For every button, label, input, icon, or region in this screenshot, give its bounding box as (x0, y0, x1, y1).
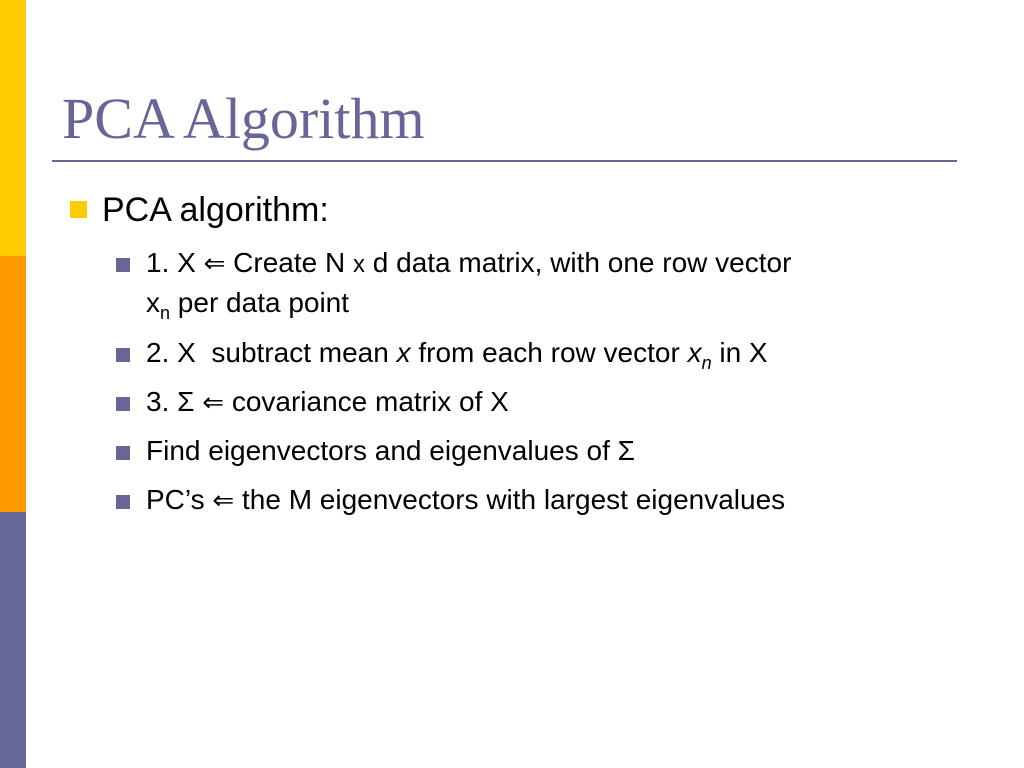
square-bullet-icon (116, 258, 130, 272)
main-bullet-text: PCA algorithm: (102, 191, 329, 229)
step-2-text: 2. X subtract mean x from each row vector $x_n$ in X (146, 337, 768, 373)
side-bar-purple-segment (0, 512, 26, 768)
square-bullet-icon (116, 348, 130, 362)
yellow-square-bullet-icon (70, 201, 87, 218)
left-arrow-icon: ⇐ (202, 388, 225, 418)
step-5-text: PC’s ⇐ the M eigenvectors with largest eigenvalues (146, 484, 786, 516)
step-3-text: 3. Σ ⇐ covariance matrix of X (146, 386, 509, 418)
square-bullet-icon (116, 397, 130, 411)
slide-title: PCA Algorithm (62, 86, 425, 151)
square-bullet-icon (116, 495, 130, 509)
title-underline (52, 160, 957, 162)
side-color-bar (0, 0, 26, 768)
step-1-line-2: $x_n$ per data point (146, 287, 350, 323)
left-arrow-icon: ⇐ (212, 486, 235, 516)
left-arrow-icon: ⇐ (203, 249, 226, 279)
step-4-text: Find eigenvectors and eigenvalues of Σ (146, 435, 635, 466)
step-1-text: 1. X ⇐ Create N x d data matrix, with one row vector (146, 247, 792, 279)
side-bar-orange-segment (0, 256, 26, 512)
square-bullet-icon (116, 446, 130, 460)
side-bar-yellow-segment (0, 0, 26, 256)
